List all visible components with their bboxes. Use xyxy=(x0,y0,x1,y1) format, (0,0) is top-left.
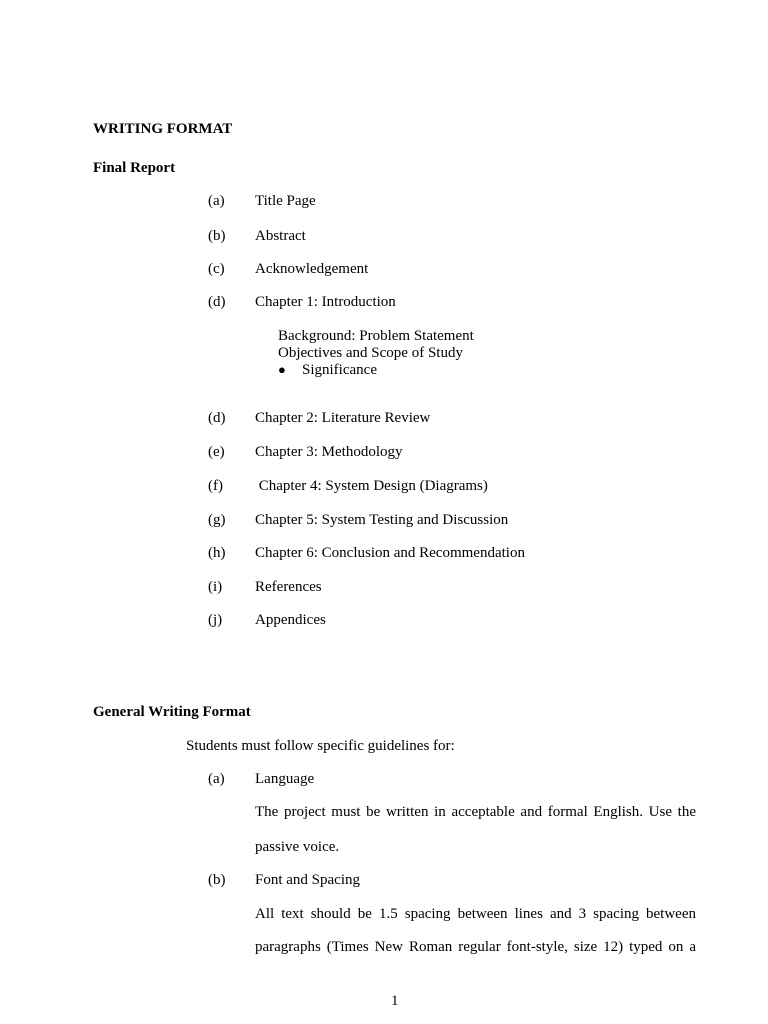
list-marker: (e) xyxy=(208,444,225,460)
list-item-label: Chapter 3: Methodology xyxy=(255,444,403,460)
list-item-label: Chapter 1: Introduction xyxy=(255,294,396,310)
list-marker: (d) xyxy=(208,294,226,310)
paragraph-line: paragraphs (Times New Roman regular font-style, size 12) typed on a xyxy=(255,939,696,955)
page-number: 1 xyxy=(391,993,399,1009)
list-item-label: References xyxy=(255,579,322,595)
list-marker: (f) xyxy=(208,478,223,494)
bullet-icon: ● xyxy=(278,362,286,377)
paragraph-line: passive voice. xyxy=(255,839,340,855)
list-marker: (h) xyxy=(208,545,226,561)
list-item-label: Chapter 4: System Design (Diagrams) xyxy=(255,478,488,494)
page-heading: WRITING FORMAT xyxy=(93,121,233,137)
paragraph-line: The project must be written in acceptable and formal English. Use the xyxy=(255,804,696,820)
general-format-intro: Students must follow specific guidelines for: xyxy=(186,738,455,754)
subitem: Background: Problem Statement xyxy=(278,328,474,344)
subitem-bullet: Significance xyxy=(302,362,377,378)
guideline-label: Font and Spacing xyxy=(255,872,360,888)
list-marker: (b) xyxy=(208,872,226,888)
list-marker: (d) xyxy=(208,410,226,426)
list-item-label: Appendices xyxy=(255,612,326,628)
list-marker: (g) xyxy=(208,512,226,528)
list-marker: (b) xyxy=(208,228,226,244)
list-item-label: Title Page xyxy=(255,193,316,209)
list-item-label: Abstract xyxy=(255,228,306,244)
general-format-title: General Writing Format xyxy=(93,704,251,720)
list-marker: (i) xyxy=(208,579,223,595)
final-report-title: Final Report xyxy=(93,160,176,176)
list-marker: (a) xyxy=(208,771,225,787)
guideline-label: Language xyxy=(255,771,315,787)
list-item-label: Chapter 5: System Testing and Discussion xyxy=(255,512,509,528)
list-item-label: Chapter 6: Conclusion and Recommendation xyxy=(255,545,525,561)
list-marker: (j) xyxy=(208,612,223,628)
list-marker: (c) xyxy=(208,261,225,277)
list-marker: (a) xyxy=(208,193,225,209)
list-item-label: Chapter 2: Literature Review xyxy=(255,410,431,426)
list-item-label: Acknowledgement xyxy=(255,261,369,277)
paragraph-line: All text should be 1.5 spacing between lines and 3 spacing between xyxy=(255,906,696,922)
subitem: Objectives and Scope of Study xyxy=(278,345,463,361)
